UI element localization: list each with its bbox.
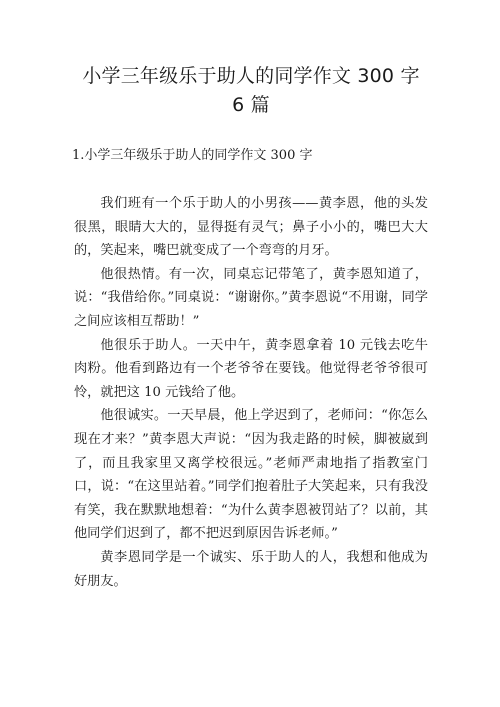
paragraph: 黄李恩同学是一个诚实、乐于助人的人，我想和他成为好朋友。 bbox=[74, 549, 428, 589]
paragraph: 他很乐于助人。一天中午，黄李恩拿着 10 元钱去吃牛肉粉。他看到路边有一个老爷爷在要钱。他觉得老爷爷很可怜，就把这 10 元钱给了他。 bbox=[74, 337, 428, 400]
essay-body bbox=[74, 192, 428, 593]
paragraph: 他很诚实。一天早晨，他上学迟到了，老师问：“你怎么现在才来？”黄李恩大声说：“因为我走路的时候，脚被崴到了，而且我家里又离学校很远。”老师严肃地指了指教室门口，说：“在这里站着。”同学们抱着肚子大笑起来，只有我没有笑，我在默默地想着：“为什么黄李恩被罚站了？以前，其他同学们迟到了，都不把迟到原因告诉老师。” bbox=[74, 408, 428, 542]
document-title: 小学三年级乐于助人的同学作文 300 字 6 篇 bbox=[82, 65, 420, 116]
section-heading: 1.小学三年级乐于助人的同学作文 300 字 bbox=[72, 148, 313, 163]
paragraph: 我们班有一个乐于助人的小男孩——黄李恩，他的头发很黑，眼睛大大的，显得挺有灵气；鼻子小小的，嘴巴大大的，笑起来，嘴巴就变成了一个弯弯的月牙。 bbox=[74, 196, 428, 259]
paragraph: 他很热情。有一次，同桌忘记带笔了，黄李恩知道了，说：“我借给你。”同桌说：“谢谢你。”黄李恩说“不用谢，同学之间应该相互帮助！” bbox=[74, 266, 428, 329]
